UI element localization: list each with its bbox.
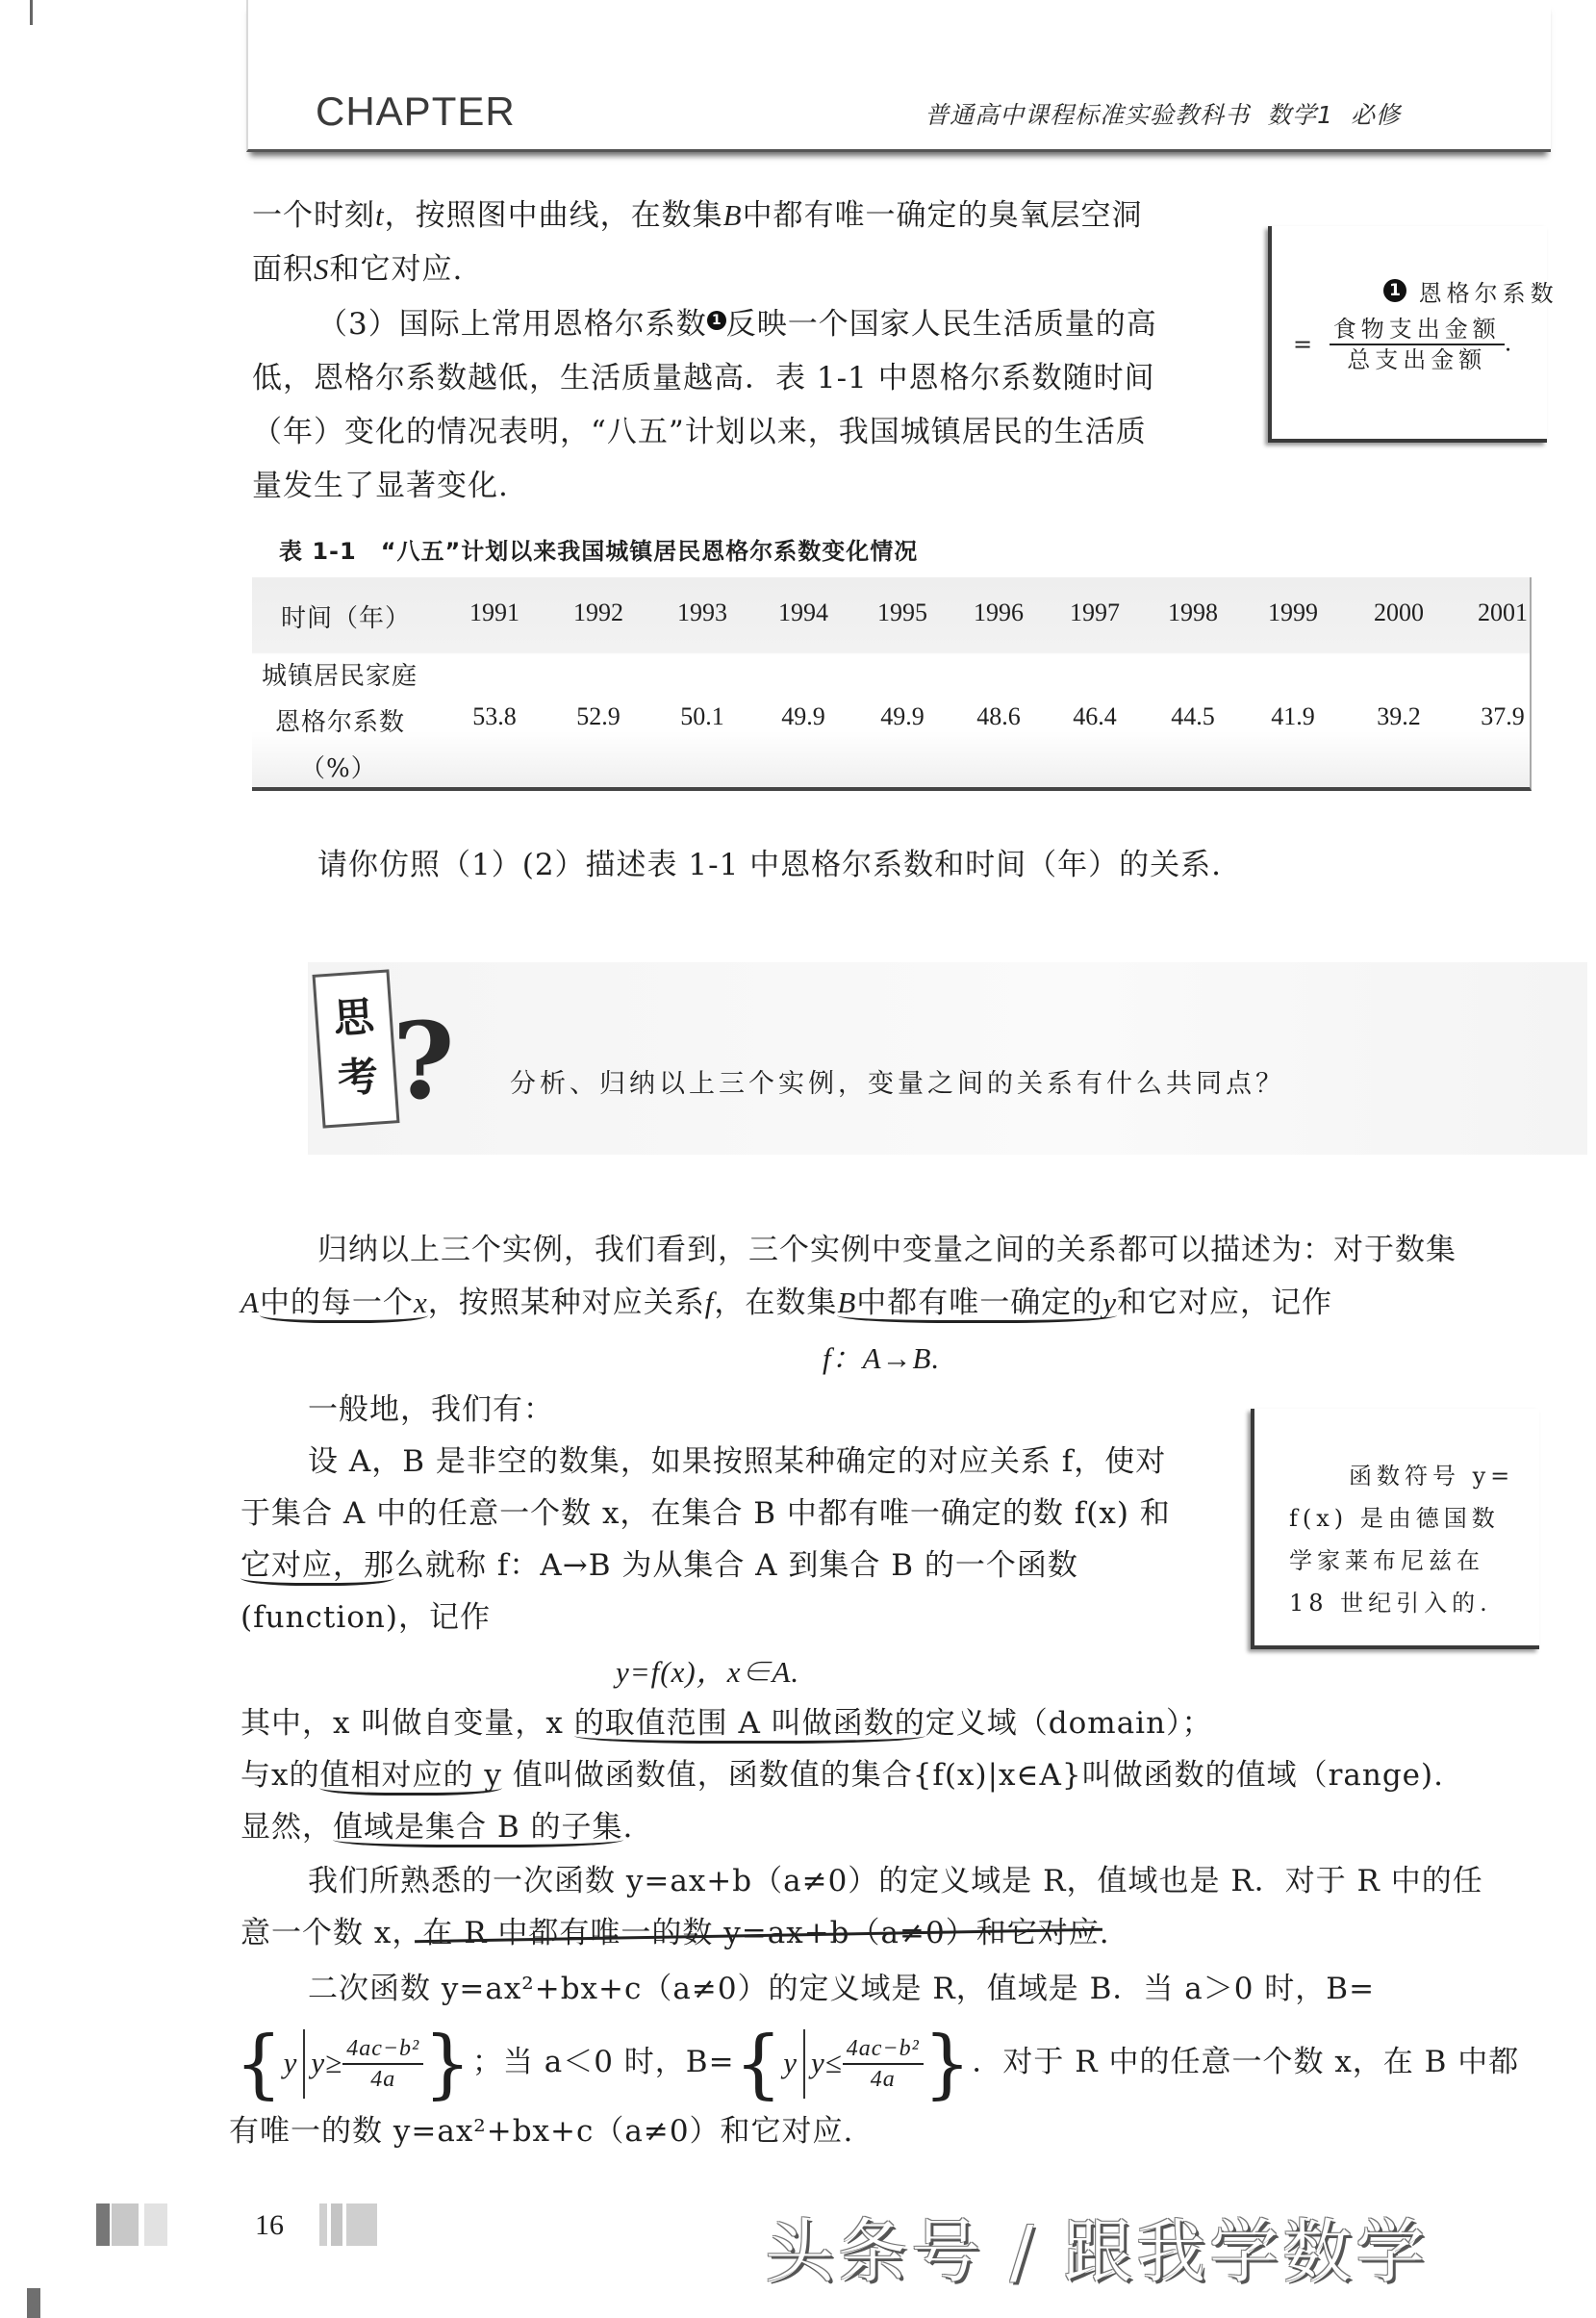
brace-open-icon: { [235, 2021, 284, 2108]
definition-line-2 [241, 1496, 1171, 1531]
text: 恩格尔系数 [1418, 280, 1558, 307]
quadratic-line-3: 有唯一的数 y=ax²+bx+c（a≠0）和它对应. [229, 2114, 854, 2149]
footnote-marker-icon: 1 [1383, 279, 1406, 302]
engel-table [252, 577, 1532, 791]
domain-line [241, 1706, 1213, 1741]
var-S: S [314, 252, 330, 286]
think-char: 思 [332, 992, 376, 1043]
value-cell: 37.9 [1481, 702, 1525, 730]
footer-bar [144, 2203, 167, 2246]
annotated-text [260, 1286, 428, 1323]
text: 与x的 [241, 1758, 320, 1793]
value-cell: 52.9 [576, 702, 621, 730]
summary-line-2 [241, 1287, 1332, 1318]
text: 中都有唯一确定的 [856, 1286, 1103, 1320]
subset-line [241, 1810, 634, 1845]
value-cell: 48.6 [976, 702, 1021, 730]
value-cell: 39.2 [1377, 702, 1421, 730]
var-y: y [1102, 1286, 1118, 1319]
text: （3）国际上常用恩格尔系数 [317, 307, 707, 342]
footer-bar [112, 2203, 139, 2246]
year-cell: 1993 [677, 599, 727, 626]
text: 其中，x 叫做自变量，x [241, 1706, 574, 1741]
year-cell: 1991 [469, 599, 519, 626]
value-cell: 46.4 [1073, 702, 1117, 730]
struck-text: 在 R 中都有唯一的数 y=ax+b（a≠0）和它对应 [422, 1916, 1100, 1950]
page-number: 16 [255, 2209, 284, 2241]
sidenote-line: 18 世纪引入的. [1289, 1590, 1492, 1617]
annotated-text: 的取值范围 A 叫做函数的 [574, 1706, 925, 1744]
table-caption: 表 1-1 “八五”计划以来我国城镇居民恩格尔系数变化情况 [279, 538, 919, 565]
volume-title: 必修 [1350, 101, 1401, 129]
question-mark-icon: ? [393, 999, 455, 1123]
text: 反映一个国家人民生活质量的高 [725, 307, 1157, 342]
row-label-line-2: 恩格尔系数 [275, 708, 406, 737]
scan-edge-mark [30, 0, 33, 25]
subject-title: 数学1 [1267, 101, 1333, 129]
footer-bar [331, 2203, 342, 2246]
think-char: 考 [336, 1052, 380, 1103]
text: ，按照某种对应关系 [427, 1286, 705, 1320]
text: 中的每一个 [259, 1286, 414, 1320]
text: 定义域（domain）； [925, 1706, 1213, 1741]
definition-line-1: 设 A，B 是非空的数集，如果按照某种确定的对应关系 f，使对 [308, 1444, 1167, 1479]
row-label-line-3: （%） [300, 754, 377, 783]
year-cell: 1992 [573, 599, 623, 626]
example3-line-4: 量发生了显著变化. [252, 469, 509, 503]
row-label-line-1: 城镇居民家庭 [262, 662, 418, 691]
text: 在集合 B 中都有唯一确定的数 f(x) 和 [650, 1496, 1171, 1531]
text: ，在数集 [714, 1286, 838, 1320]
var-f: f [704, 1286, 715, 1319]
book-title [925, 96, 1401, 131]
sidenote-leibniz [1251, 1409, 1539, 1649]
var-B: B [837, 1286, 857, 1319]
text: 于集合 A 中的任意一个数 x， [241, 1496, 651, 1531]
intro-line-1 [252, 200, 1143, 231]
year-cell: 1997 [1070, 599, 1120, 626]
page-header [246, 0, 1551, 152]
definition-line-3 [241, 1548, 1078, 1583]
chapter-label: CHAPTER [316, 89, 516, 134]
denominator: 总支出金额 [1347, 346, 1487, 373]
definition-line-4: (function)，记作 [241, 1600, 491, 1635]
think-question: 分析、归纳以上三个实例，变量之间的关系有什么共同点？ [510, 1069, 1285, 1099]
value-cell: 53.8 [472, 702, 517, 730]
var-t: t [375, 198, 385, 232]
intro-line-2 [252, 254, 463, 285]
example3-line-1 [317, 307, 1157, 342]
numerator: 4ac−b² [342, 2034, 423, 2065]
text: 中都有唯一确定的臭氧层空洞 [742, 198, 1143, 233]
var-A: A [241, 1286, 260, 1319]
var-y: y [783, 2045, 798, 2079]
definition-intro: 一般地，我们有： [308, 1392, 554, 1427]
value-cell: 49.9 [880, 702, 925, 730]
var-B: B [722, 198, 743, 232]
annotated-text: 值域是集合 B 的子集 [333, 1810, 623, 1847]
text: 么就称 f：A→B 为从集合 A 到集合 B 的一个函数 [394, 1548, 1078, 1583]
text: 和它对应，记作 [1117, 1286, 1333, 1320]
set-divider [303, 2029, 305, 2099]
linear-line-2 [241, 1916, 1110, 1950]
footer-bar [346, 2203, 377, 2246]
think-card-icon [313, 969, 400, 1128]
set-divider [803, 2029, 805, 2099]
numerator: 4ac−b² [843, 2034, 924, 2065]
text: ．对于 R 中的任意一个数 x，在 B 中都 [972, 2045, 1520, 2079]
sidenote-title [1383, 276, 1558, 311]
mapping-formula: f：A→B. [823, 1341, 941, 1375]
engel-formula [1293, 315, 1516, 374]
numerator: 食物支出金额 [1330, 315, 1505, 345]
text: 面积 [252, 252, 314, 287]
footer-bar [319, 2203, 327, 2246]
denominator: 4a [370, 2067, 396, 2093]
text: ，按照图中曲线，在数集 [384, 198, 723, 233]
exercise-prompt: 请你仿照（1）(2）描述表 1-1 中恩格尔系数和时间（年）的关系. [317, 848, 1223, 882]
year-cell: 1998 [1168, 599, 1218, 626]
condition: y≤ [810, 2045, 843, 2079]
year-cell: 1995 [877, 599, 927, 626]
text: 意一个数 x， [241, 1916, 423, 1950]
sidenote-line: 函数符号 y= [1349, 1463, 1515, 1490]
annotated-text [837, 1286, 1117, 1323]
footer-bar [96, 2203, 110, 2246]
value-cell: 49.9 [781, 702, 825, 730]
range-set-negative [734, 2021, 973, 2108]
think-box [308, 962, 1587, 1155]
value-cell: 44.5 [1171, 702, 1215, 730]
example3-line-2: 低，恩格尔系数越低，生活质量越高．表 1-1 中恩格尔系数随时间 [252, 361, 1155, 395]
period: . [1504, 329, 1517, 357]
year-cell: 1994 [778, 599, 828, 626]
quadratic-line-1: 二次函数 y=ax²+bx+c（a≠0）的定义域是 R，值域是 B．当 a＞0 时，B= [308, 1972, 1376, 2006]
text: 显然， [241, 1810, 333, 1845]
series-title: 普通高中课程标准实验教科书 [925, 101, 1251, 129]
text: 值叫做函数值，函数值的集合{f(x)|x∈A}叫做函数的值域（range). [501, 1758, 1444, 1793]
fraction [843, 2034, 924, 2094]
condition: y≥ [311, 2045, 343, 2079]
example3-line-3: （年）变化的情况表明，“八五”计划以来，我国城镇居民的生活质 [252, 415, 1147, 449]
range-set-positive [235, 2021, 472, 2108]
year-cell: 1996 [974, 599, 1024, 626]
annotated-text: 值相对应的 y [319, 1758, 501, 1796]
watermark: 头条号 / 跟我学数学 [765, 2211, 1430, 2292]
brace-close-icon: } [923, 2021, 973, 2108]
sidenote-line: f(x) 是由德国数 [1289, 1505, 1500, 1532]
footnote-marker-icon[interactable]: 1 [707, 311, 726, 330]
text: 和它对应. [329, 252, 464, 287]
brace-open-icon: { [734, 2021, 784, 2108]
fraction [1330, 315, 1505, 374]
scan-edge-mark [27, 2288, 40, 2318]
text: 一个时刻 [252, 198, 375, 233]
equals-sign: = [1293, 331, 1318, 358]
fraction [342, 2034, 423, 2094]
header-label: 时间（年） [281, 604, 412, 633]
var-y: y [283, 2045, 298, 2079]
year-cell: 1999 [1268, 599, 1318, 626]
range-line [241, 1758, 1444, 1793]
year-cell: 2001 [1478, 599, 1528, 626]
linear-line-1: 我们所熟悉的一次函数 y=ax+b（a≠0）的定义域是 R，值域也是 R．对于 R 中的任 [308, 1864, 1483, 1898]
text: . [622, 1810, 634, 1845]
text: ；当 a＜0 时，B= [471, 2045, 735, 2079]
text: . [1099, 1916, 1110, 1950]
year-cell: 2000 [1374, 599, 1424, 626]
value-cell: 41.9 [1271, 702, 1315, 730]
value-cell: 50.1 [680, 702, 724, 730]
brace-close-icon: } [423, 2021, 472, 2108]
sidenote-line: 学家莱布尼兹在 [1289, 1547, 1484, 1574]
sidenote-engel-coefficient [1268, 226, 1558, 443]
denominator: 4a [870, 2067, 896, 2093]
quadratic-line-2 [235, 2021, 1520, 2108]
var-x: x [413, 1286, 428, 1319]
annotated-text: 它对应，那 [241, 1548, 394, 1586]
summary-line-1: 归纳以上三个实例，我们看到，三个实例中变量之间的关系都可以描述为：对于数集 [317, 1233, 1457, 1267]
function-formula: y=f(x)，x∈A. [616, 1655, 800, 1689]
